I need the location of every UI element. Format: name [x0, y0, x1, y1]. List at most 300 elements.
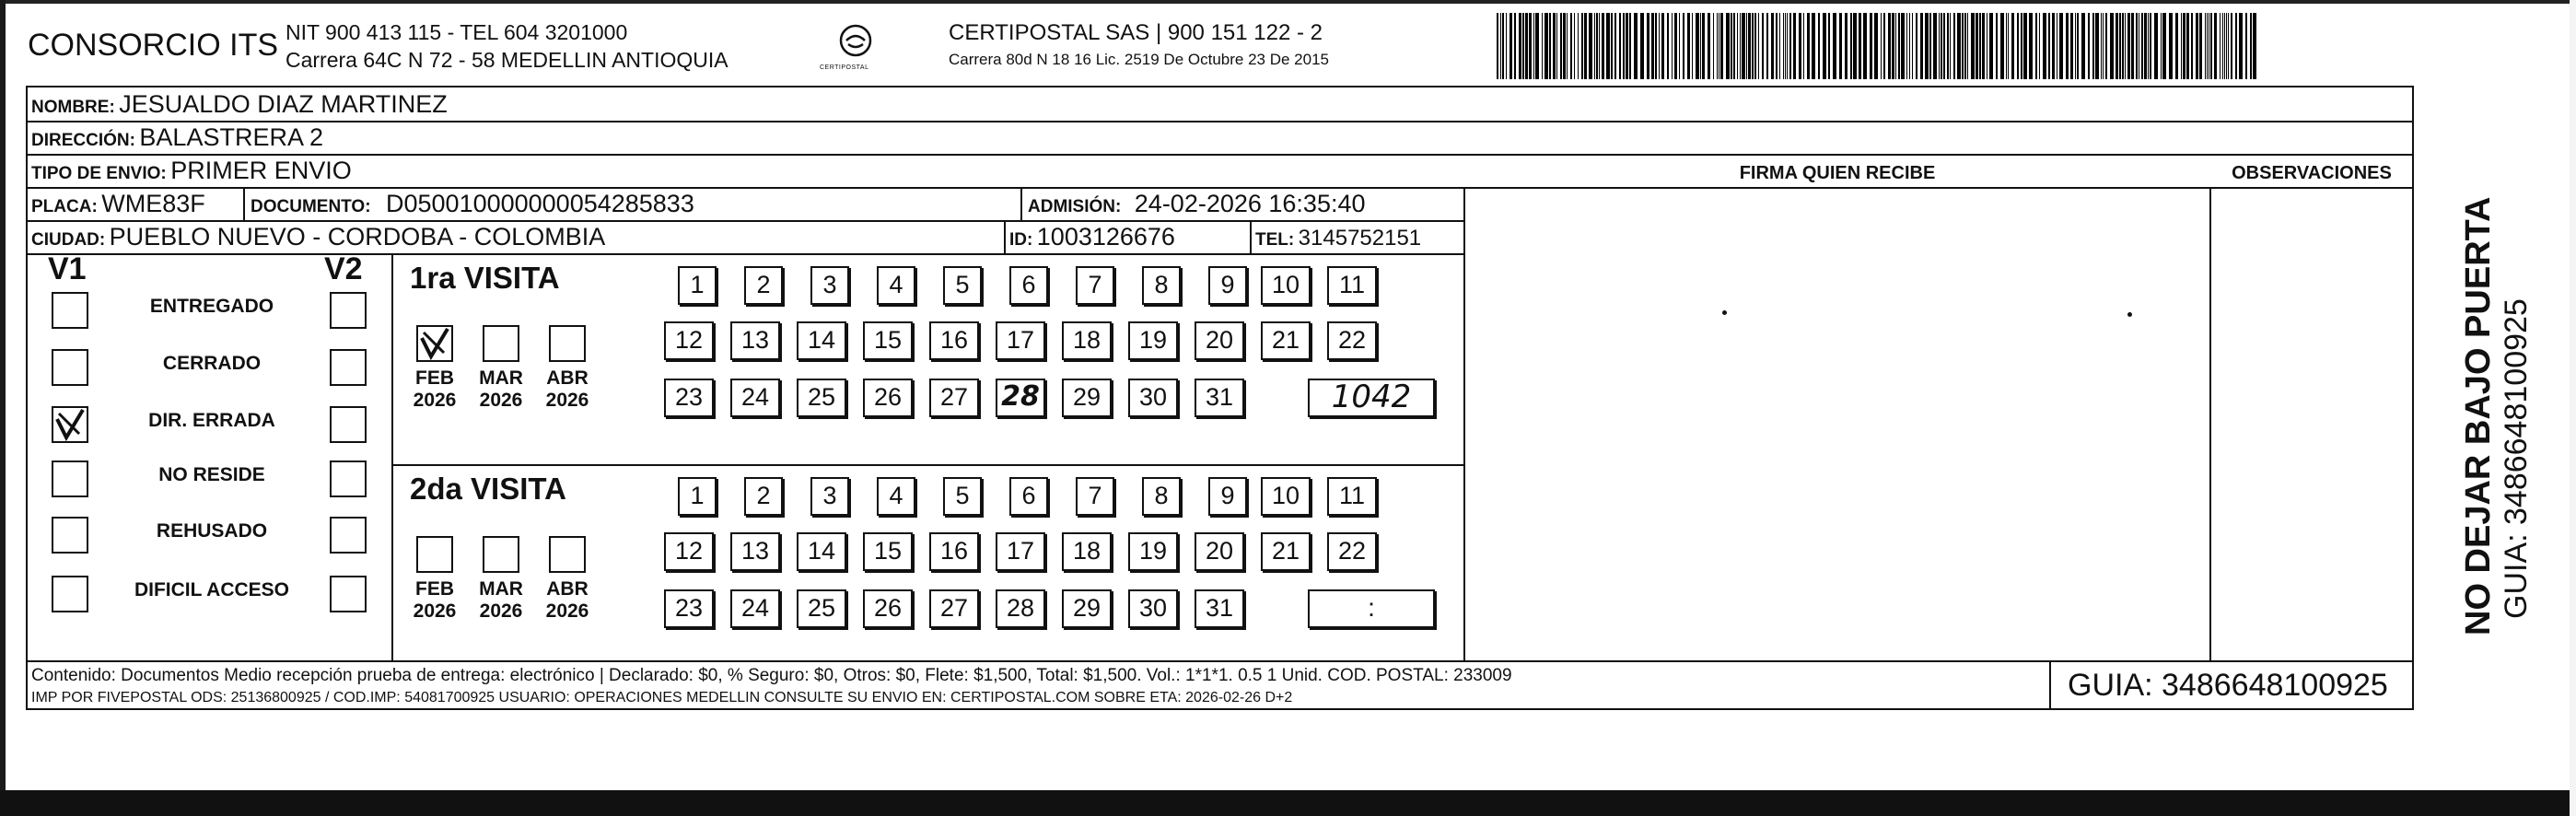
barcode-bar: [1692, 13, 1693, 79]
month-year: 2026: [413, 390, 457, 411]
v2-checkbox[interactable]: [330, 406, 367, 443]
day-box[interactable]: 27: [929, 589, 979, 628]
barcode-bar: [1611, 13, 1613, 79]
barcode-bar: [1570, 13, 1572, 79]
day-box[interactable]: 23: [664, 379, 714, 417]
carrier-line: CERTIPOSTAL SAS | 900 151 122 - 2: [949, 20, 1323, 45]
barcode-bar: [1740, 13, 1741, 79]
barcode-bar: [2021, 13, 2022, 79]
day-box[interactable]: 18: [1062, 321, 1112, 360]
barcode-bar: [2006, 13, 2007, 79]
barcode-bar: [1850, 13, 1852, 79]
barcode-bar: [1581, 13, 1583, 79]
tel-label: TEL:: [1255, 230, 1295, 250]
day-box[interactable]: 24: [730, 589, 780, 628]
barcode-bar: [1892, 13, 1894, 79]
barcode-bar: [1953, 13, 1955, 79]
barcode-bar: [1529, 13, 1532, 79]
barcode-bar: [2122, 13, 2124, 79]
month-year: 2026: [545, 600, 589, 622]
barcode-bar: [2161, 13, 2162, 79]
barcode-bar: [1950, 13, 1951, 79]
barcode-bar: [1556, 13, 1557, 79]
barcode-bar: [2017, 13, 2019, 79]
barcode-bar: [1845, 13, 1847, 79]
barcode-bar: [1667, 13, 1669, 79]
month-checkbox[interactable]: [549, 536, 586, 573]
month-checkbox[interactable]: [483, 325, 519, 362]
day-box[interactable]: 12: [664, 532, 714, 571]
barcode-bar: [2105, 13, 2107, 79]
barcode-bar: [1933, 13, 1937, 79]
v1-checkbox[interactable]: [52, 292, 88, 329]
barcode-bar: [1947, 13, 1949, 79]
barcode-bar: [1563, 13, 1566, 79]
day-box[interactable]: 16: [929, 532, 979, 571]
tipo-envio-label: TIPO DE ENVIO:: [31, 164, 167, 183]
barcode-bar: [1651, 13, 1654, 79]
barcode-bar: [2226, 13, 2227, 79]
barcode-bar: [2154, 13, 2158, 79]
day-box[interactable]: 15: [863, 321, 913, 360]
barcode-bar: [1818, 13, 1820, 79]
side-warning: [2459, 197, 2535, 635]
month-checkbox[interactable]: [416, 536, 453, 573]
barcode-bar: [1679, 13, 1680, 79]
barcode-bar: [1544, 13, 1548, 79]
direccion-value: BALASTRERA 2: [139, 123, 323, 151]
shipping-label-frame: [26, 86, 2414, 710]
barcode-bar: [2119, 13, 2121, 79]
barcode-bar: [1567, 13, 1568, 79]
barcode-bar: [1912, 13, 1913, 79]
day-box[interactable]: 4: [877, 266, 915, 305]
barcode-bar: [1683, 13, 1684, 79]
barcode-bar: [1578, 13, 1579, 79]
month-checkbox[interactable]: [416, 325, 453, 362]
day-box[interactable]: 8: [1142, 266, 1181, 305]
barcode-bar: [1619, 13, 1621, 79]
barcode-bar: [1634, 13, 1638, 79]
barcode-bar: [1752, 13, 1754, 79]
day-box[interactable]: 19: [1128, 321, 1178, 360]
day-box[interactable]: 20: [1195, 532, 1244, 571]
day-box[interactable]: 3: [810, 477, 849, 516]
barcode-bar: [1560, 13, 1562, 79]
barcode-bar: [1614, 13, 1616, 79]
barcode-bar: [2235, 13, 2237, 79]
barcode-bar: [2029, 13, 2033, 79]
barcode-bar: [1655, 13, 1657, 79]
day-box[interactable]: 5: [943, 266, 982, 305]
barcode-bar: [1920, 13, 1923, 79]
certipostal-logo-icon: [833, 20, 878, 64]
barcode-bar: [1661, 13, 1664, 79]
barcode-bar: [2077, 13, 2079, 79]
barcode-bar: [1525, 13, 1528, 79]
barcode-bar: [2095, 13, 2099, 79]
day-box[interactable]: 24: [730, 379, 780, 417]
barcode-bar: [2222, 13, 2223, 79]
day-box[interactable]: 30: [1128, 379, 1178, 417]
v2-header: V2: [324, 251, 363, 286]
day-box[interactable]: 6: [1009, 477, 1048, 516]
barcode-bar: [2088, 13, 2090, 79]
nombre-value: JESUALDO DIAZ MARTINEZ: [119, 90, 448, 118]
admision-value: 24-02-2026 16:35:40: [1134, 190, 1366, 217]
barcode-bar: [2150, 13, 2151, 79]
barcode-bar: [1943, 13, 1945, 79]
day-box[interactable]: 7: [1076, 266, 1114, 305]
barcode-bar: [1542, 13, 1543, 79]
barcode-bar: [2144, 13, 2147, 79]
barcode-bar: [2101, 13, 2102, 79]
day-box[interactable]: 3: [810, 266, 849, 305]
barcode-bar: [1901, 13, 1905, 79]
barcode-bar: [1785, 13, 1786, 79]
barcode-bar: [1888, 13, 1891, 79]
day-box[interactable]: 21: [1261, 532, 1311, 571]
barcode-bar: [1799, 13, 1801, 79]
barcode-bar: [1519, 13, 1521, 79]
v1-checkbox[interactable]: [52, 460, 88, 497]
month-year: 2026: [413, 600, 457, 622]
barcode-bar: [2059, 13, 2063, 79]
month-year: 2026: [479, 390, 523, 411]
barcode-bar: [1996, 13, 1998, 79]
barcode-bar: [1549, 13, 1551, 79]
day-box[interactable]: 20: [1195, 321, 1244, 360]
barcode-bar: [1881, 13, 1882, 79]
month-checkbox[interactable]: [549, 325, 586, 362]
barcode-bar: [1863, 13, 1867, 79]
day-box[interactable]: 27: [929, 379, 979, 417]
v2-checkbox[interactable]: [330, 292, 367, 329]
day-box[interactable]: 29: [1062, 589, 1112, 628]
barcode-bar: [1812, 13, 1815, 79]
barcode-bar: [2253, 13, 2256, 79]
day-box[interactable]: 11: [1327, 477, 1377, 516]
day-box[interactable]: 15: [863, 532, 913, 571]
documento-label: DOCUMENTO:: [251, 197, 371, 216]
status-label-2: DIR. ERRADA: [148, 410, 275, 431]
ciudad-label: CIUDAD:: [31, 230, 106, 250]
barcode-bar: [2011, 13, 2014, 79]
status-label-4: REHUSADO: [156, 520, 268, 542]
mark-dot: [2127, 312, 2132, 317]
day-box[interactable]: 23: [664, 589, 714, 628]
barcode-bar: [2224, 13, 2225, 79]
day-box[interactable]: 5: [943, 477, 982, 516]
barcode-bar: [1762, 13, 1764, 79]
barcode-bar: [1647, 13, 1649, 79]
barcode-bar: [2125, 13, 2126, 79]
barcode: [1497, 13, 2256, 79]
company-address: Carrera 64C N 72 - 58 MEDELLIN ANTIOQUIA: [286, 48, 729, 72]
barcode-bar: [2148, 13, 2149, 79]
barcode-bar: [1976, 13, 1978, 79]
v1-checkbox[interactable]: [52, 517, 88, 554]
barcode-bar: [1672, 13, 1673, 79]
barcode-bar: [2191, 13, 2193, 79]
barcode-bar: [1599, 13, 1600, 79]
v1-checkbox[interactable]: [52, 576, 88, 612]
barcode-bar: [1916, 13, 1917, 79]
tel-value: 3145752151: [1298, 226, 1422, 251]
barcode-bar: [1783, 13, 1784, 79]
day-box[interactable]: 14: [797, 321, 846, 360]
v2-checkbox[interactable]: [330, 460, 367, 497]
barcode-bar: [2196, 13, 2198, 79]
day-box[interactable]: 17: [996, 321, 1045, 360]
id-label: ID:: [1009, 230, 1033, 250]
barcode-bar: [1733, 13, 1735, 79]
status-label-0: ENTREGADO: [149, 296, 274, 317]
barcode-bar: [2048, 13, 2050, 79]
day-box[interactable]: 28: [996, 589, 1045, 628]
barcode-bar: [1833, 13, 1836, 79]
day-box[interactable]: 22: [1327, 321, 1377, 360]
barcode-bar: [1962, 13, 1964, 79]
barcode-bar: [1754, 13, 1756, 79]
v1-checkbox[interactable]: [52, 406, 88, 443]
day-box[interactable]: 10: [1261, 266, 1311, 305]
v2-checkbox[interactable]: [330, 517, 367, 554]
barcode-bar: [1979, 13, 1981, 79]
barcode-bar: [1720, 13, 1723, 79]
barcode-bar: [1594, 13, 1595, 79]
observaciones-header: OBSERVACIONES: [2232, 163, 2392, 183]
placa-value: WME83F: [101, 190, 205, 217]
day-box[interactable]: 6: [1009, 266, 1048, 305]
left-edge-bar: [0, 0, 6, 816]
barcode-bar: [1929, 13, 1931, 79]
barcode-bar: [2175, 13, 2178, 79]
firma-header: FIRMA QUIEN RECIBE: [1739, 163, 1936, 183]
id-value: 1003126676: [1036, 223, 1175, 251]
barcode-bar: [1771, 13, 1774, 79]
barcode-bar: [1898, 13, 1900, 79]
barcode-bar: [1883, 13, 1885, 79]
status-label-5: DIFICIL ACCESO: [134, 579, 289, 600]
barcode-bar: [1640, 13, 1644, 79]
barcode-bar: [1989, 13, 1993, 79]
barcode-bar: [1696, 13, 1699, 79]
ciudad-value: PUEBLO NUEVO - CORDOBA - COLOMBIA: [109, 223, 606, 251]
barcode-bar: [2250, 13, 2252, 79]
visit-time: :: [1368, 593, 1375, 622]
barcode-bar: [2183, 13, 2186, 79]
day-box[interactable]: 31: [1195, 379, 1244, 417]
barcode-bar: [1807, 13, 1810, 79]
barcode-bar: [1758, 13, 1759, 79]
footer-guia: GUIA: 3486648100925: [2068, 668, 2388, 703]
barcode-bar: [1659, 13, 1660, 79]
right-edge: [2570, 0, 2576, 816]
barcode-bar: [1859, 13, 1861, 79]
day-box[interactable]: 8: [1142, 477, 1181, 516]
barcode-bar: [2231, 13, 2232, 79]
barcode-bar: [1674, 13, 1677, 79]
month-label: ABR: [546, 578, 589, 600]
day-box[interactable]: 30: [1128, 589, 1178, 628]
day-box[interactable]: 14: [797, 532, 846, 571]
admision-label: ADMISIÓN:: [1028, 197, 1122, 216]
barcode-bar: [2103, 13, 2104, 79]
barcode-bar: [1522, 13, 1524, 79]
tipo-envio-value: PRIMER ENVIO: [170, 157, 352, 184]
day-box[interactable]: 11: [1327, 266, 1377, 305]
barcode-bar: [1982, 13, 1985, 79]
carrier-address: Carrera 80d N 18 16 Lic. 2519 De Octubre 23 De 2015: [949, 51, 1329, 68]
barcode-bar: [1533, 13, 1534, 79]
day-box[interactable]: 9: [1208, 266, 1247, 305]
day-box[interactable]: 29: [1062, 379, 1112, 417]
barcode-bar: [2075, 13, 2076, 79]
month-checkbox[interactable]: [483, 536, 519, 573]
barcode-bar: [2136, 13, 2138, 79]
company-nit: NIT 900 413 115 - TEL 604 3201000: [286, 20, 628, 44]
placa-label: PLACA:: [31, 197, 98, 216]
barcode-bar: [1509, 13, 1512, 79]
barcode-bar: [1906, 13, 1907, 79]
barcode-bar: [2205, 13, 2206, 79]
barcode-bar: [1535, 13, 1539, 79]
barcode-bar: [1853, 13, 1857, 79]
barcode-bar: [1589, 13, 1592, 79]
time-box[interactable]: [1308, 589, 1435, 628]
day-box[interactable]: 21: [1261, 321, 1311, 360]
status-label-1: CERRADO: [162, 353, 262, 374]
day-box[interactable]: 19: [1128, 532, 1178, 571]
barcode-bar: [1596, 13, 1598, 79]
day-box[interactable]: 22: [1327, 532, 1377, 571]
barcode-bar: [1553, 13, 1556, 79]
bottom-edge-bar: [0, 790, 2576, 816]
month-label: MAR: [479, 578, 523, 600]
barcode-bar: [1708, 13, 1710, 79]
day-box[interactable]: 12: [664, 321, 714, 360]
day-box[interactable]: 28: [996, 379, 1045, 417]
month-year: 2026: [545, 390, 589, 411]
barcode-bar: [1574, 13, 1575, 79]
barcode-bar: [1717, 13, 1718, 79]
barcode-bar: [2228, 13, 2229, 79]
month-label: FEB: [415, 367, 454, 389]
mark-dot: [1722, 310, 1727, 315]
barcode-bar: [2245, 13, 2247, 79]
barcode-bar: [1623, 13, 1625, 79]
day-box[interactable]: 7: [1076, 477, 1114, 516]
v2-checkbox[interactable]: [330, 349, 367, 386]
barcode-bar: [2070, 13, 2073, 79]
direccion-label: DIRECCIÓN:: [31, 131, 135, 150]
barcode-bar: [1971, 13, 1975, 79]
day-box[interactable]: 1: [678, 266, 717, 305]
barcode-bar: [1874, 13, 1878, 79]
barcode-bar: [1967, 13, 1968, 79]
barcode-bar: [1726, 13, 1730, 79]
barcode-bar: [2000, 13, 2004, 79]
barcode-bar: [1742, 13, 1745, 79]
barcode-bar: [2141, 13, 2143, 79]
barcode-bar: [2066, 13, 2069, 79]
barcode-bar: [1584, 13, 1587, 79]
day-box[interactable]: 2: [744, 266, 783, 305]
barcode-bar: [2162, 13, 2166, 79]
barcode-bar: [2127, 13, 2130, 79]
barcode-bar: [1793, 13, 1796, 79]
barcode-bar: [2092, 13, 2094, 79]
day-box[interactable]: 16: [929, 321, 979, 360]
barcode-bar: [1803, 13, 1804, 79]
top-edge-line: [0, 0, 2576, 4]
month-year: 2026: [479, 600, 523, 622]
barcode-bar: [1502, 13, 1504, 79]
day-box[interactable]: 13: [730, 321, 780, 360]
day-box[interactable]: 31: [1195, 589, 1244, 628]
day-box[interactable]: 2: [744, 477, 783, 516]
barcode-bar: [1925, 13, 1929, 79]
barcode-bar: [2210, 13, 2212, 79]
day-box[interactable]: 17: [996, 532, 1045, 571]
footer-imp: IMP POR FIVEPOSTAL ODS: 25136800925 / COD.IMP: 54081700925 USUARIO: OPERACIONES MEDELLIN CONSULTE SU ENVIO EN: CERTIPOSTAL.COM SOBRE ETA: 2026-02-26 D+2: [31, 690, 1293, 705]
day-box[interactable]: 10: [1261, 477, 1311, 516]
side-guia: GUIA: 3486648100925: [2499, 298, 2534, 619]
barcode-bar: [2081, 13, 2085, 79]
barcode-bar: [2169, 13, 2173, 79]
month-label: MAR: [479, 367, 523, 389]
barcode-bar: [1776, 13, 1778, 79]
barcode-bar: [1713, 13, 1714, 79]
day-box[interactable]: 25: [797, 589, 846, 628]
nombre-label: NOMBRE:: [31, 98, 115, 117]
barcode-bar: [2008, 13, 2009, 79]
barcode-bar: [1909, 13, 1910, 79]
barcode-bar: [1957, 13, 1961, 79]
day-box[interactable]: 1: [678, 477, 717, 516]
barcode-bar: [1895, 13, 1896, 79]
time-box[interactable]: [1308, 379, 1435, 417]
day-box[interactable]: 18: [1062, 532, 1112, 571]
barcode-bar: [2052, 13, 2055, 79]
v1-checkbox[interactable]: [52, 349, 88, 386]
barcode-bar: [1779, 13, 1780, 79]
barcode-bar: [2186, 13, 2189, 79]
barcode-bar: [1629, 13, 1631, 79]
barcode-bar: [1514, 13, 1516, 79]
status-label-3: NO RESIDE: [158, 464, 265, 485]
day-box[interactable]: 26: [863, 589, 913, 628]
month-label: FEB: [415, 578, 454, 600]
barcode-bar: [1626, 13, 1628, 79]
barcode-bar: [1787, 13, 1788, 79]
barcode-bar: [1748, 13, 1751, 79]
barcode-bar: [2116, 13, 2118, 79]
day-box[interactable]: 4: [877, 477, 915, 516]
day-box[interactable]: 9: [1208, 477, 1247, 516]
v2-checkbox[interactable]: [330, 576, 367, 612]
day-box[interactable]: 25: [797, 379, 846, 417]
barcode-bar: [2023, 13, 2027, 79]
barcode-bar: [2110, 13, 2114, 79]
day-box[interactable]: 26: [863, 379, 913, 417]
visit-title: 1ra VISITA: [410, 261, 560, 295]
day-box[interactable]: 13: [730, 532, 780, 571]
barcode-bar: [1870, 13, 1872, 79]
visit-time: 1042: [1331, 379, 1412, 415]
barcode-bar: [1602, 13, 1604, 79]
